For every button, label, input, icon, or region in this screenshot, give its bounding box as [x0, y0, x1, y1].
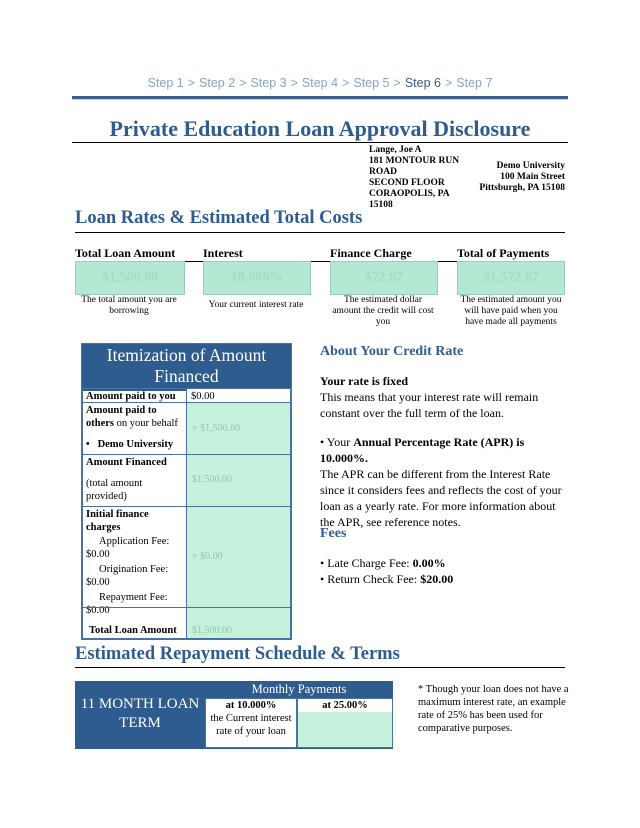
- step-separator: >: [393, 76, 401, 90]
- fees-heading: Fees: [320, 526, 347, 541]
- school-city: Pittsburgh, PA 15108: [479, 183, 565, 193]
- credit-rate-body: [320, 373, 570, 530]
- step-separator: >: [342, 76, 350, 90]
- loan-term: [75, 695, 205, 733]
- paid-to-others-value-cell: [186, 402, 291, 455]
- interest-label: Interest: [203, 246, 243, 260]
- total-loan-value: $1,500.00: [75, 261, 185, 295]
- rate-col-header: at 25.00%: [298, 699, 392, 712]
- fee-item: [86, 535, 183, 561]
- finance-charges-value: + $0.00: [192, 551, 223, 562]
- page-title: Private Education Loan Approval Disclosure: [109, 116, 531, 141]
- rate-col-header: at 10.000%: [225, 700, 277, 711]
- paid-to-others-suffix: on your behalf: [114, 418, 178, 429]
- total-loan-amount-label: Total Loan Amount: [89, 625, 177, 636]
- total-payments-desc: The estimated amount you will have paid when you have made all payments: [460, 295, 562, 327]
- step-separator: >: [187, 76, 196, 90]
- amount-financed-cell: [82, 454, 187, 507]
- fee-value: $0.00: [86, 605, 110, 616]
- apr-prefix: • Your: [320, 435, 354, 449]
- total-loan-amount-value: $1,500.00: [192, 625, 232, 636]
- step-separator: >: [239, 76, 247, 90]
- interest-desc: Your current interest rate: [208, 300, 304, 310]
- bullet: •: [86, 439, 90, 450]
- fee-label: Origination Fee:: [99, 564, 169, 575]
- total-loan-label: Total Loan Amount: [75, 246, 176, 260]
- step-5-link[interactable]: Step 5: [353, 76, 390, 90]
- header-divider: [72, 96, 568, 100]
- step-separator: >: [444, 76, 453, 90]
- itemization-title-line: Itemization of Amount: [106, 345, 267, 365]
- finance-charges-label: Initial finance charges: [86, 509, 149, 533]
- total-payments-label: Total of Payments: [457, 246, 550, 260]
- total-loan-amount-cell: [82, 607, 187, 639]
- finance-charges-cell: [82, 506, 187, 616]
- step-7-link[interactable]: Step 7: [456, 76, 493, 90]
- rate-col-text: the Current interest rate of your loan: [210, 713, 292, 737]
- total-loan-amount-value-cell: [186, 607, 291, 639]
- finance-charges-value-cell: [186, 506, 291, 608]
- step-3-link[interactable]: Step 3: [250, 76, 287, 90]
- fee-label: Repayment Fee:: [99, 592, 168, 603]
- rates-rule: [75, 232, 565, 233]
- return-check-label: • Return Check Fee:: [320, 572, 421, 586]
- late-charge-label: • Late Charge Fee:: [320, 556, 413, 570]
- finance-charge-label: Finance Charge: [330, 246, 412, 260]
- step-1-link[interactable]: Step 1: [147, 76, 184, 90]
- fixed-rate-title: Your rate is fixed: [320, 374, 409, 388]
- amount-financed-note: (total amount provided): [86, 478, 143, 502]
- late-charge-value: 0.00%: [412, 556, 446, 570]
- interest-value: 10.000%: [203, 261, 311, 295]
- fees-list: [320, 555, 570, 587]
- title-rule: [72, 142, 568, 143]
- example-rate-note: * Though your loan does not have a maximum interest rate, an example rate of 25% has been used for comparative purposes.: [418, 684, 569, 734]
- credit-rate-heading: About Your Credit Rate: [320, 344, 464, 359]
- fee-item: [86, 563, 183, 589]
- borrower-name: Lange, Joe A: [369, 145, 422, 155]
- total-loan-desc: The total amount you are borrowing: [81, 295, 177, 316]
- paid-to-others-label: Amount paid to others: [86, 405, 157, 429]
- borrower-line: CORAOPOLIS, PA: [369, 189, 450, 199]
- borrower-line: 15108: [369, 200, 393, 210]
- paid-to-others-value: + $1,500.00: [192, 423, 241, 434]
- borrower-line: 181 MONTOUR RUN: [369, 156, 460, 166]
- return-check-fee: [320, 571, 570, 587]
- itemization-table: [81, 343, 292, 640]
- total-payments-value: $1,572.87: [457, 261, 565, 295]
- return-check-value: $20.00: [420, 572, 454, 586]
- finance-charge-desc: The estimated dollar amount the credit will cost you: [332, 295, 434, 327]
- payee-line: [86, 438, 183, 451]
- itemization-title-line: Financed: [154, 366, 219, 386]
- rate-col-current: [205, 698, 297, 748]
- paid-to-you-label: Amount paid to you: [82, 388, 187, 403]
- step-4-link[interactable]: Step 4: [301, 76, 339, 90]
- step-breadcrumb: [0, 76, 640, 90]
- school-address: [470, 161, 565, 194]
- payee-name: Demo University: [97, 439, 174, 450]
- rate-col-example: [297, 698, 393, 748]
- fee-label: Application Fee:: [99, 536, 170, 547]
- apr-text: The APR can be different from the Interest Rate since it considers fees and reflects the cost of your loan as a yearly rate. For more information about the APR, see reference notes.: [320, 467, 562, 529]
- repayment-table: [75, 681, 393, 749]
- paid-to-others-cell: [82, 402, 187, 455]
- fee-value: $0.00: [86, 549, 110, 560]
- borrower-line: SECOND FLOOR: [369, 178, 445, 188]
- paid-to-you-value: $0.00: [186, 388, 291, 403]
- apr-statement: [320, 434, 570, 466]
- itemization-header: [82, 344, 291, 391]
- amount-financed-value-cell: [186, 454, 291, 507]
- loan-term-line: 11 MONTH LOAN: [80, 696, 200, 712]
- rate-col-value-cell: [298, 712, 392, 747]
- school-name: Demo University: [496, 161, 565, 171]
- late-charge-fee: [320, 555, 570, 571]
- rates-heading: Loan Rates & Estimated Total Costs: [75, 208, 363, 228]
- loan-term-line: TERM: [119, 715, 161, 731]
- step-separator: >: [290, 76, 298, 90]
- school-street: 100 Main Street: [500, 172, 565, 182]
- step-6-current[interactable]: Step 6: [404, 76, 441, 90]
- borrower-line: ROAD: [369, 167, 397, 177]
- fixed-rate-text: This means that your interest rate will remain constant over the full term of the loan.: [320, 390, 539, 420]
- finance-charge-value: $72.87: [330, 261, 438, 295]
- monthly-payments-header: Monthly Payments: [251, 682, 347, 696]
- repayment-heading: Estimated Repayment Schedule & Terms: [75, 644, 400, 664]
- repayment-rule: [75, 667, 565, 668]
- fee-value: $0.00: [86, 577, 110, 588]
- apr-label: Annual Percentage Rate (APR) is 10.000%.: [320, 435, 525, 465]
- amount-financed-value: $1,500.00: [192, 474, 232, 485]
- borrower-address: [369, 145, 469, 211]
- amount-financed-label: Amount Financed: [86, 457, 167, 468]
- step-2-link[interactable]: Step 2: [199, 76, 236, 90]
